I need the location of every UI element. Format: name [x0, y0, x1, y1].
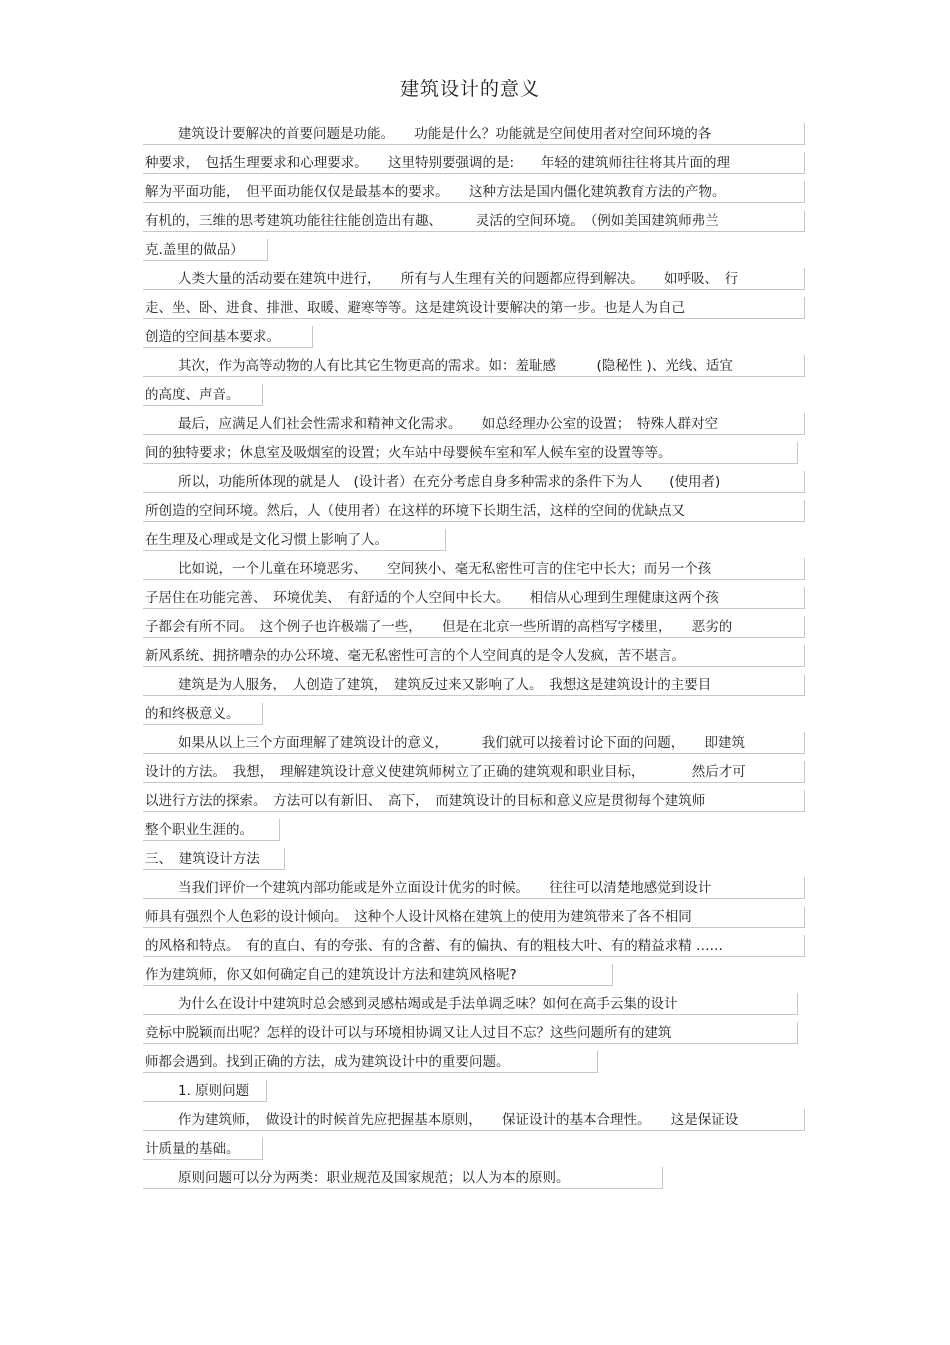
- line-text: 子都会有所不同。 这个例子也许极端了一些， 但是在北京一些所谓的高档写字楼里， 恶劣的: [145, 619, 733, 635]
- line-text: 作为建筑师，你又如何确定自己的建筑设计方法和建筑风格呢?: [145, 967, 517, 983]
- text-line: [143, 1051, 808, 1080]
- text-line: [143, 935, 808, 964]
- text-line: [143, 239, 808, 268]
- text-line: [143, 761, 808, 790]
- text-line: [143, 355, 808, 384]
- text-line: [143, 152, 808, 181]
- text-line: [143, 906, 808, 935]
- line-text: 师都会遇到。找到正确的方法，成为建筑设计中的重要问题。: [145, 1054, 510, 1070]
- line-text: 整个职业生涯的。: [145, 822, 253, 838]
- text-line: [143, 297, 808, 326]
- text-line: [143, 384, 808, 413]
- line-text: 竞标中脱颖而出呢？怎样的设计可以与环境相协调又让人过目不忘？这些问题所有的建筑: [145, 1025, 672, 1041]
- text-line: [143, 1138, 808, 1167]
- text-line: [143, 1022, 808, 1051]
- text-line: [143, 790, 808, 819]
- line-text: 设计的方法。 我想， 理解建筑设计意义使建筑师树立了正确的建筑观和职业目标， 然后才可: [145, 764, 746, 780]
- line-text: 原则问题可以分为两类：职业规范及国家规范；以人为本的原则。: [178, 1170, 570, 1186]
- line-text: 的高度、声音。: [145, 387, 240, 403]
- line-text: 所以，功能所体现的就是人 (设计者）在充分考虑自身多种需求的条件下为人 (使用者): [178, 474, 721, 490]
- text-line: [143, 326, 808, 355]
- line-text: 种要求， 包括生理要求和心理要求。 这里特别要强调的是: 年轻的建筑师往往将其片面的理: [145, 155, 731, 171]
- line-text: 克.盖里的做品）: [145, 242, 244, 258]
- text-line: [143, 877, 808, 906]
- text-line: [143, 413, 808, 442]
- text-line: [143, 616, 808, 645]
- line-text: 师具有强烈个人色彩的设计倾向。 这种个人设计风格在建筑上的使用为建筑带来了各不相同: [145, 909, 692, 925]
- text-line: [143, 1167, 808, 1196]
- text-line: [143, 732, 808, 761]
- line-text: 1. 原则问题: [178, 1083, 250, 1099]
- line-text: 作为建筑师， 做设计的时候首先应把握基本原则， 保证设计的基本合理性。 这是保证设: [178, 1112, 739, 1128]
- line-text: 如果从以上三个方面理解了建筑设计的意义， 我们就可以接着讨论下面的问题， 即建筑: [178, 735, 745, 751]
- line-text: 子居住在功能完善、 环境优美、 有舒适的个人空间中长大。 相信从心理到生理健康这两个孩: [145, 590, 719, 606]
- text-line: [143, 181, 808, 210]
- line-text: 在生理及心理或是文化习惯上影响了人。: [145, 532, 388, 548]
- line-text: 比如说，一个儿童在环境恶劣、 空间狭小、毫无私密性可言的住宅中长大；而另一个孩: [178, 561, 712, 577]
- line-text: 创造的空间基本要求。: [145, 329, 280, 345]
- text-line: [143, 442, 808, 471]
- line-text: 新风系统、拥挤嘈杂的办公环境、毫无私密性可言的个人空间真的是令人发疯，苦不堪言。: [145, 648, 685, 664]
- line-text: 当我们评价一个建筑内部功能或是外立面设计优劣的时候。 往往可以清楚地感觉到设计: [178, 880, 712, 896]
- document-body: [143, 123, 808, 1196]
- line-text: 所创造的空间环境。然后，人（使用者）在这样的环境下长期生活，这样的空间的优缺点又: [145, 503, 685, 519]
- line-text: 的风格和特点。 有的直白、有的夸张、有的含蓄、有的偏执、有的粗枝大叶、有的精益求精 ……: [145, 938, 724, 954]
- line-text: 计质量的基础。: [145, 1141, 240, 1157]
- text-line: [143, 964, 808, 993]
- line-text: 人类大量的活动要在建筑中进行， 所有与人生理有关的问题都应得到解决。 如呼吸、 行: [178, 271, 739, 287]
- line-text: 最后，应满足人们社会性需求和精神文化需求。 如总经理办公室的设置； 特殊人群对空: [178, 416, 718, 432]
- line-text: 以进行方法的探索。 方法可以有新旧、 高下， 而建筑设计的目标和意义应是贯彻每个建筑师: [145, 793, 706, 809]
- text-line: [143, 645, 808, 674]
- text-line: [143, 1080, 808, 1109]
- line-text: 建筑是为人服务， 人创造了建筑， 建筑反过来又影响了人。 我想这是建筑设计的主要目: [178, 677, 712, 693]
- text-line: [143, 558, 808, 587]
- line-text: 有机的，三维的思考建筑功能往往能创造出有趣、 灵活的空间环境。 （例如美国建筑师弗兰: [145, 213, 719, 229]
- text-line: [143, 703, 808, 732]
- line-text: 走、坐、卧、进食、排泄、取暖、避寒等等。这是建筑设计要解决的第一步。也是人为自己: [145, 300, 685, 316]
- text-line: [143, 1109, 808, 1138]
- line-text: 为什么在设计中建筑时总会感到灵感枯竭或是手法单调乏味？如何在高手云集的设计: [178, 996, 678, 1012]
- text-line: [143, 268, 808, 297]
- line-text: 的和终极意义。: [145, 706, 240, 722]
- text-line: [143, 819, 808, 848]
- document-title: 建筑设计的意义: [399, 78, 540, 100]
- line-text: 其次，作为高等动物的人有比其它生物更高的需求。如：羞耻感 (隐秘性 )、光线、适宜: [178, 358, 733, 374]
- line-text: 三、 建筑设计方法: [145, 851, 260, 867]
- line-text: 间的独特要求；休息室及吸烟室的设置；火车站中母婴候车室和军人候车室的设置等等。: [145, 445, 672, 461]
- text-line: [143, 500, 808, 529]
- text-line: [143, 210, 808, 239]
- text-line: [143, 587, 808, 616]
- text-line: [143, 123, 808, 152]
- line-text: 解为平面功能， 但平面功能仅仅是最基本的要求。 这种方法是国内僵化建筑教育方法的产物。: [145, 184, 726, 200]
- text-line: [143, 848, 808, 877]
- text-line: [143, 993, 808, 1022]
- text-line: [143, 674, 808, 703]
- text-line: [143, 529, 808, 558]
- line-text: 建筑设计要解决的首要问题是功能。 功能是什么？功能就是空间使用者对空间环境的各: [178, 126, 712, 142]
- text-line: [143, 471, 808, 500]
